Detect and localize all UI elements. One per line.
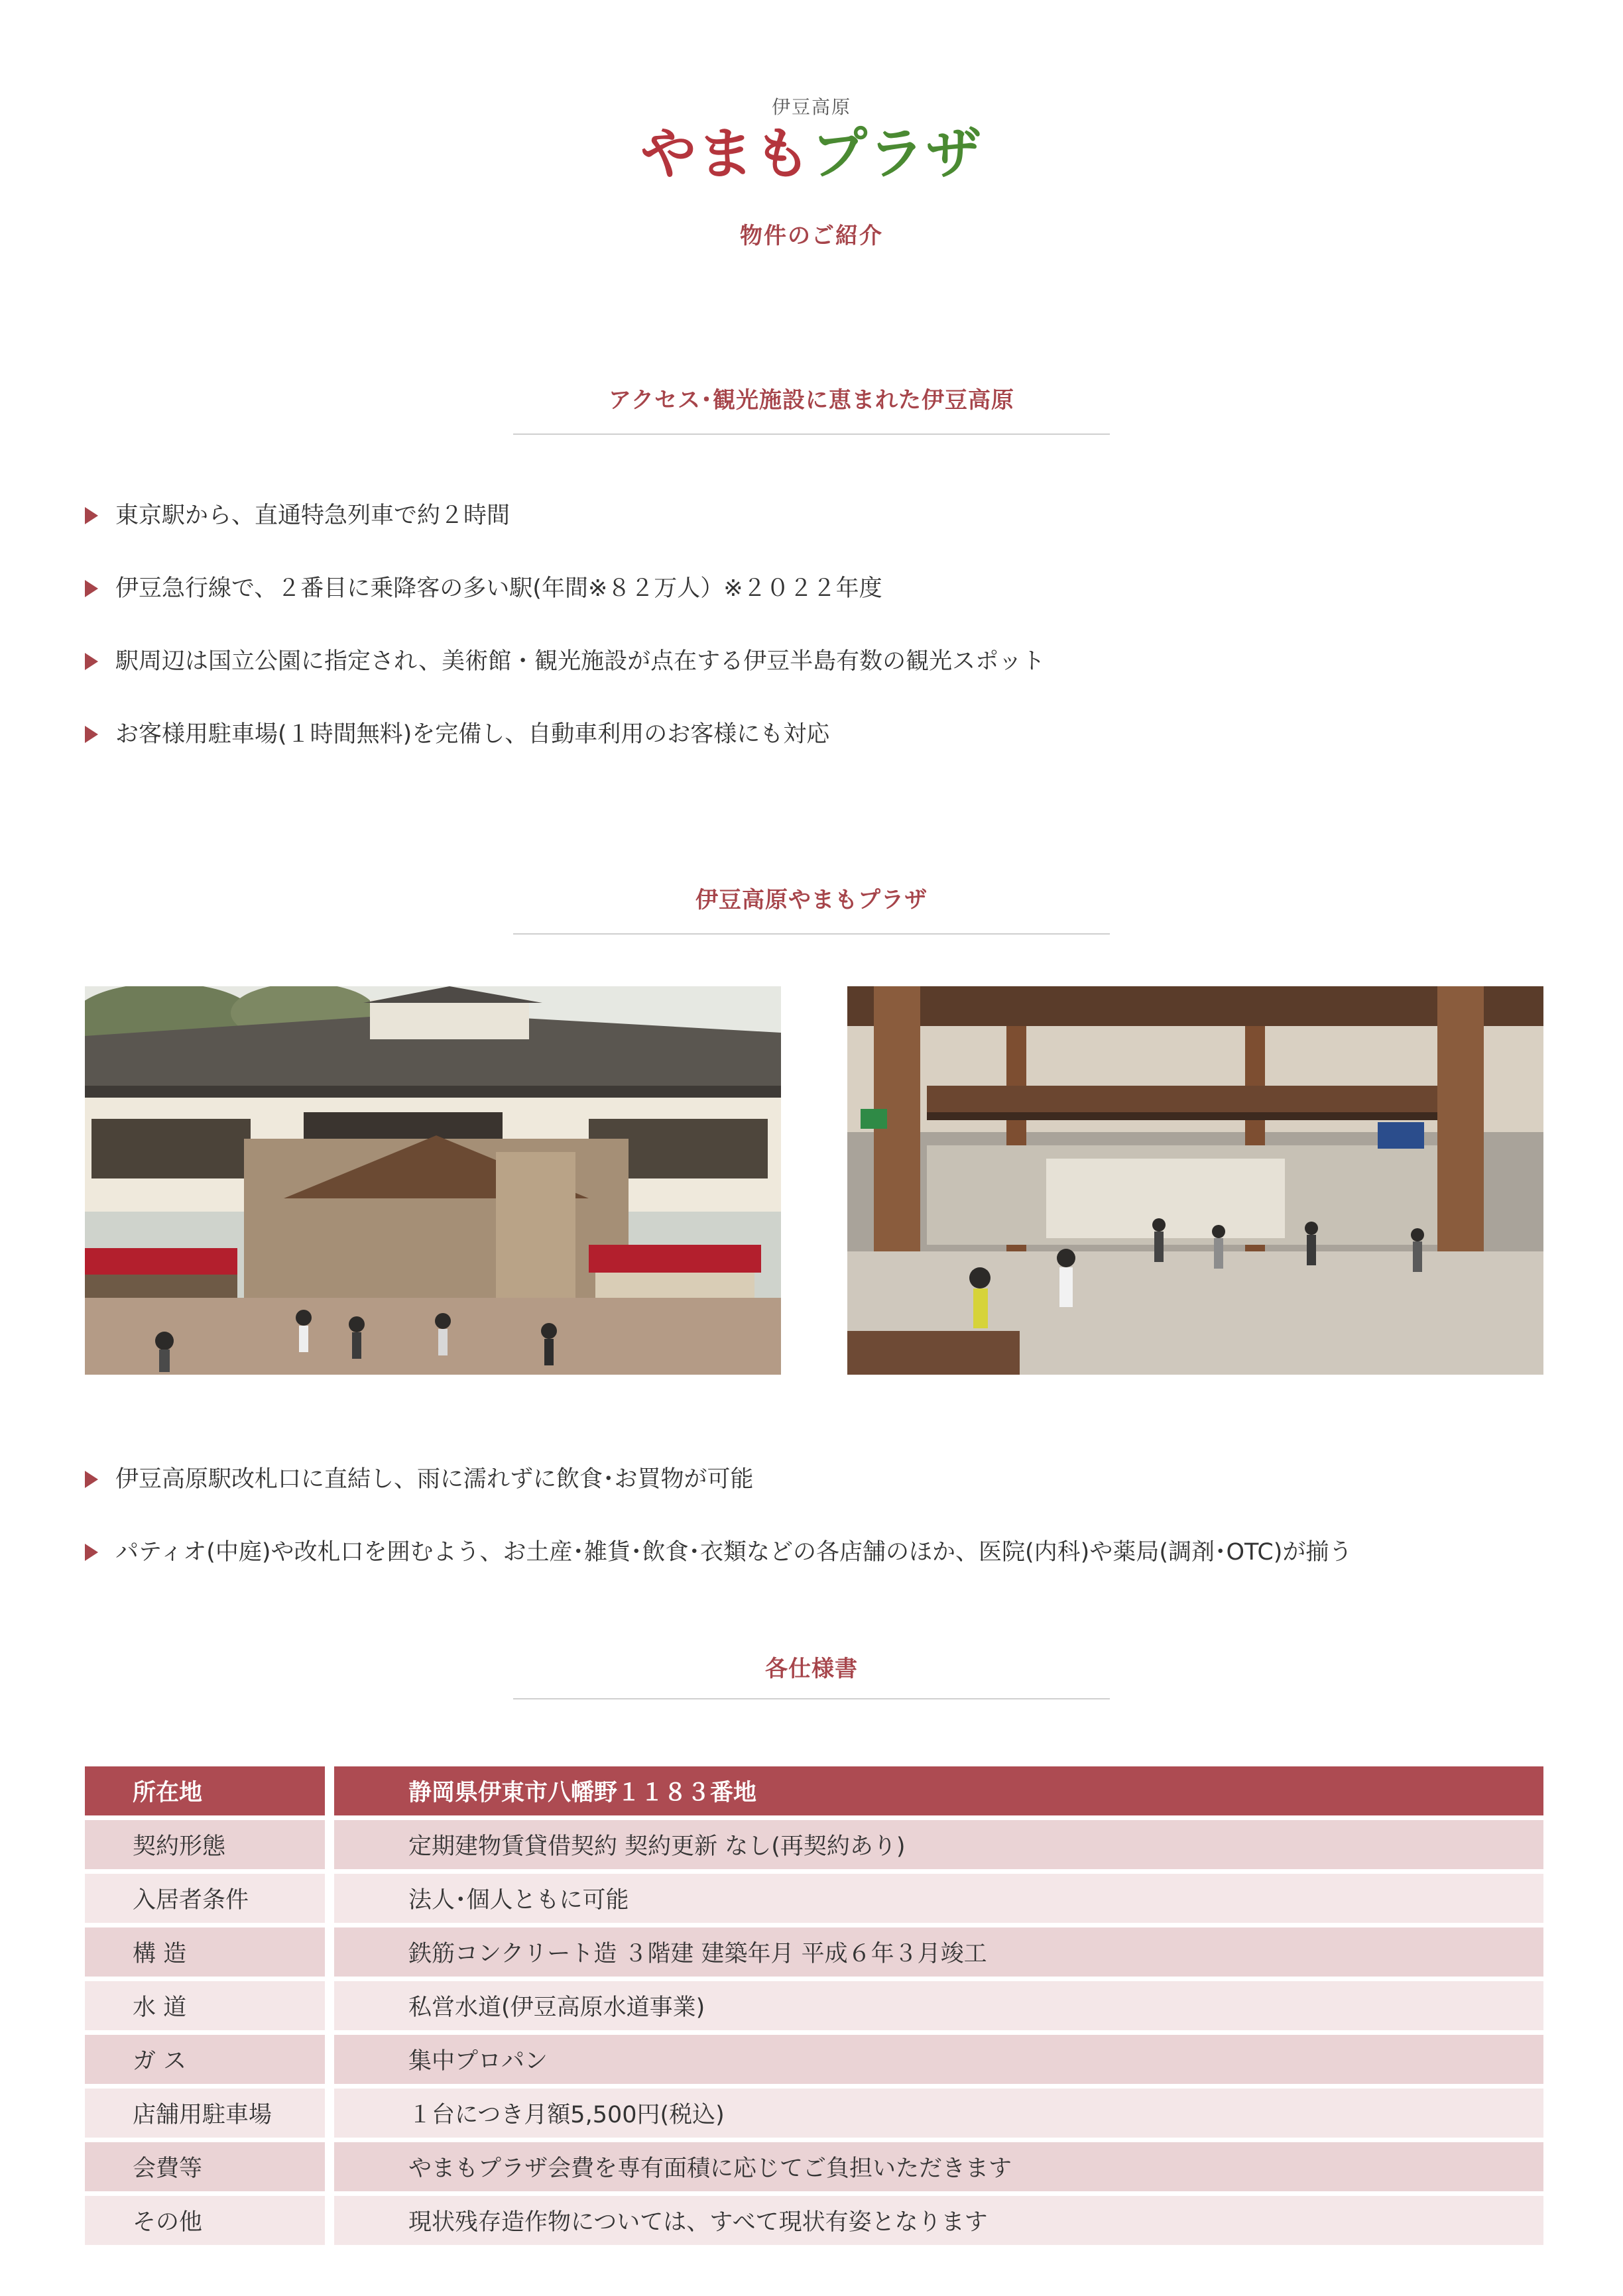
table-row bbox=[85, 2035, 1543, 2084]
spec-label: 構 造 bbox=[85, 1927, 325, 1977]
spec-value: やまもプラザ会費を専有面積に応じてご負担いただきます bbox=[334, 2142, 1543, 2191]
table-row bbox=[85, 2089, 1543, 2138]
triangle-bullet-icon bbox=[85, 1471, 98, 1488]
logo bbox=[0, 121, 1623, 186]
spec-value: 鉄筋コンクリート造 ３階建 建築年月 平成６年３月竣工 bbox=[334, 1927, 1543, 1977]
list-item bbox=[85, 500, 1550, 532]
access-bullet-list bbox=[85, 500, 1550, 791]
table-row bbox=[85, 1820, 1543, 1869]
spec-label: 入居者条件 bbox=[85, 1874, 325, 1923]
triangle-bullet-icon bbox=[85, 726, 98, 743]
section-divider bbox=[513, 933, 1110, 935]
spec-value: 私営水道(伊豆高原水道事業) bbox=[334, 1981, 1543, 2030]
list-item bbox=[85, 1464, 1550, 1495]
triangle-bullet-icon bbox=[85, 1544, 98, 1561]
list-item bbox=[85, 1536, 1550, 1568]
spec-section-title: 各仕様書 bbox=[765, 1656, 858, 1682]
spec-value: 法人･個人ともに可能 bbox=[334, 1874, 1543, 1923]
bullet-text: 伊豆急行線で、２番目に乗降客の多い駅(年間※８２万人）※２０２２年度 bbox=[115, 575, 882, 602]
triangle-bullet-icon bbox=[85, 653, 98, 670]
table-row bbox=[85, 1981, 1543, 2030]
table-row bbox=[85, 2196, 1543, 2245]
table-row bbox=[85, 2142, 1543, 2191]
section-divider bbox=[513, 1698, 1110, 1699]
bullet-text: 東京駅から、直通特急列車で約２時間 bbox=[115, 502, 511, 529]
plaza-bullet-list bbox=[85, 1464, 1550, 1609]
table-row bbox=[85, 1766, 1543, 1815]
bullet-text: お客様用駐車場(１時間無料)を完備し、自動車利用のお客様にも対応 bbox=[115, 721, 830, 748]
page-header bbox=[0, 93, 1623, 250]
bullet-text: パティオ(中庭)や改札口を囲むよう、お土産･雑貨･飲食･衣類などの各店舗のほか、医院(内科)や薬局(調剤･OTC)が揃う bbox=[115, 1539, 1352, 1566]
spec-label: ガ ス bbox=[85, 2035, 325, 2084]
page-title: 物件のご紹介 bbox=[740, 223, 883, 250]
list-item bbox=[85, 573, 1550, 604]
logo-subtitle: 伊豆高原 bbox=[771, 96, 851, 118]
spec-value: 定期建物賃貸借契約 契約更新 なし(再契約あり) bbox=[334, 1820, 1543, 1869]
spec-table bbox=[85, 1766, 1543, 2250]
bullet-text: 伊豆高原駅改札口に直結し、雨に濡れずに飲食･お買物が可能 bbox=[115, 1466, 754, 1493]
access-section-title: アクセス･観光施設に恵まれた伊豆高原 bbox=[609, 387, 1014, 414]
interior-concourse-photo bbox=[847, 986, 1543, 1375]
exterior-plaza-photo bbox=[85, 986, 781, 1375]
spec-label: 会費等 bbox=[85, 2142, 325, 2191]
spec-value: 現状残存造作物については、すべて現状有姿となります bbox=[334, 2196, 1543, 2245]
logo-text-green: プラザ bbox=[812, 121, 983, 186]
section-divider bbox=[513, 433, 1110, 435]
spec-label: 店舗用駐車場 bbox=[85, 2089, 325, 2138]
spec-label: 水 道 bbox=[85, 1981, 325, 2030]
logo-text-red: やまも bbox=[640, 121, 812, 186]
plaza-section-title: 伊豆高原やまもプラザ bbox=[695, 887, 928, 913]
list-item bbox=[85, 718, 1550, 750]
table-row bbox=[85, 1927, 1543, 1977]
table-row bbox=[85, 1874, 1543, 1923]
spec-label: 契約形態 bbox=[85, 1820, 325, 1869]
list-item bbox=[85, 646, 1550, 677]
bullet-text: 駅周辺は国立公園に指定され、美術館・観光施設が点在する伊豆半島有数の観光スポット bbox=[115, 648, 1046, 675]
triangle-bullet-icon bbox=[85, 580, 98, 597]
spec-label: その他 bbox=[85, 2196, 325, 2245]
spec-label: 所在地 bbox=[85, 1766, 325, 1815]
spec-value: １台につき月額5,500円(税込) bbox=[334, 2089, 1543, 2138]
spec-value: 集中プロパン bbox=[334, 2035, 1543, 2084]
spec-value: 静岡県伊東市八幡野１１８３番地 bbox=[334, 1766, 1543, 1815]
triangle-bullet-icon bbox=[85, 507, 98, 524]
